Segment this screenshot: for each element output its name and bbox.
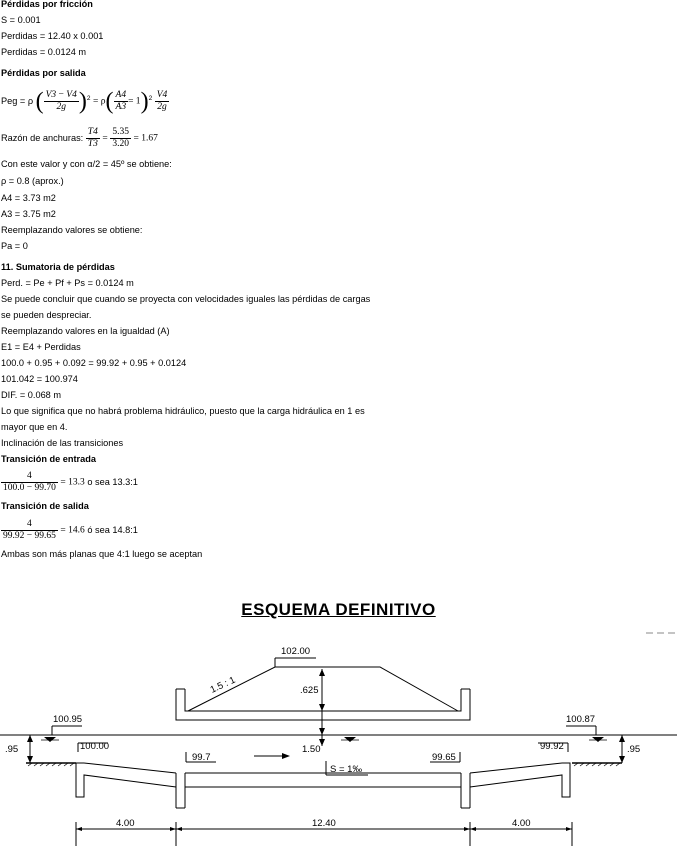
area-fraction: $\frac{A4}{A3}$ (115, 90, 127, 113)
replace-equality: Reemplazando valores en la igualdad (A) (1, 326, 170, 336)
peg-formula: Peg = ρ ( $\frac{V3 - V4}{2g}$ )$^2$ = ρ( $\frac{A4}{A3}$ = 1)$^2$ $\frac{V4}{2g}$ (1, 88, 168, 115)
dim-center-label: 12.40 (312, 818, 336, 829)
depth-right-label: .95 (627, 744, 641, 755)
width-ratio: Razón de anchuras: $\frac{T4}{T3}$ = $\frac{5.35}{3.20}$ = 1.67 (1, 127, 158, 150)
schema-title: ESQUEMA DEFINITIVO (241, 600, 436, 619)
barrel-height-label: 1.50 (302, 744, 321, 755)
barrel-in-elev-label: 99.7 (192, 752, 211, 763)
rho-value: ρ = 0.8 (aprox.) (1, 176, 64, 186)
friction-s: S = 0.001 (1, 15, 41, 25)
a4-value: A4 = 3.73 m2 (1, 193, 56, 203)
velocity-head-fraction: $\frac{V4}{2g}$ (156, 90, 168, 113)
pa-value: Pa = 0 (1, 241, 28, 251)
friction-result: Perdidas = 0.0124 m (1, 47, 87, 57)
replace-text: Reemplazando valores se obtiene: (1, 225, 143, 235)
sum-line: 100.0 + 0.95 + 0.092 = 99.92 + 0.95 + 0.0124 (1, 358, 187, 368)
friction-title: Pérdidas por fricción (1, 0, 93, 9)
summation-title: 11. Sumatoria de pérdidas (1, 262, 115, 272)
barrel-out-elev-label: 99.65 (432, 752, 456, 763)
dim-left-label: 4.00 (116, 818, 135, 829)
perd-line: Perd. = Pe + Pf + Ps = 0.0124 m (1, 278, 134, 288)
exit-transition-title: Transición de salida (1, 501, 89, 511)
meaning-1: Lo que significa que no habrá problema hidráulico, puesto que la carga hidráulica en 1 es (1, 406, 365, 416)
peg-label: Peg = ρ (1, 96, 34, 107)
conclusion-2: se pueden despreciar. (1, 310, 92, 320)
conclusion-1: Se puede concluir que cuando se proyecta con velocidades iguales las pérdidas de cargas (1, 294, 371, 304)
depth-left-label: .95 (5, 744, 19, 755)
ws-left-label: 100.95 (53, 714, 83, 725)
a3-value: A3 = 3.75 m2 (1, 209, 56, 219)
exit-transition-formula: $\frac{4}{99.92 - 99.65}$ = 14.6 ó sea 14.8:1 (3, 519, 138, 542)
velocity-fraction: $\frac{V3 - V4}{2g}$ (45, 90, 77, 113)
exit-loss-title: Pérdidas por salida (1, 68, 86, 78)
inlet-elev-label: 100.00 (80, 741, 110, 752)
entry-transition-formula: $\frac{4}{100.0 - 99.70}$ = 13.3 o sea 13.3:1 (3, 471, 138, 494)
outlet-elev-label: 99.92 (540, 741, 564, 752)
friction-calc: Perdidas = 12.40 x 0.001 (1, 31, 104, 41)
ws-right-label: 100.87 (566, 714, 596, 725)
meaning-2: mayor que en 4. (1, 422, 68, 432)
dim-right-label: 4.00 (512, 818, 531, 829)
equality-line: 101.042 = 100.974 (1, 374, 78, 384)
fill-height-label: .625 (300, 685, 319, 696)
entry-transition-title: Transición de entrada (1, 454, 96, 464)
inclination-text: Inclinación de las transiciones (1, 438, 124, 448)
side-slope-label: 1.5 : 1 (208, 674, 238, 696)
dif-line: DIF. = 0.068 m (1, 390, 61, 400)
closing-text: Ambas son más planas que 4:1 luego se aceptan (1, 549, 203, 559)
culvert-top (76, 763, 176, 797)
slope-label: S = 1‰ (330, 764, 362, 775)
road-elevation-label: 102.00 (281, 646, 311, 657)
angle-text: Con este valor y con α/2 = 45º se obtiene: (1, 159, 172, 169)
e1-e4-line: E1 = E4 + Perdidas (1, 342, 81, 352)
